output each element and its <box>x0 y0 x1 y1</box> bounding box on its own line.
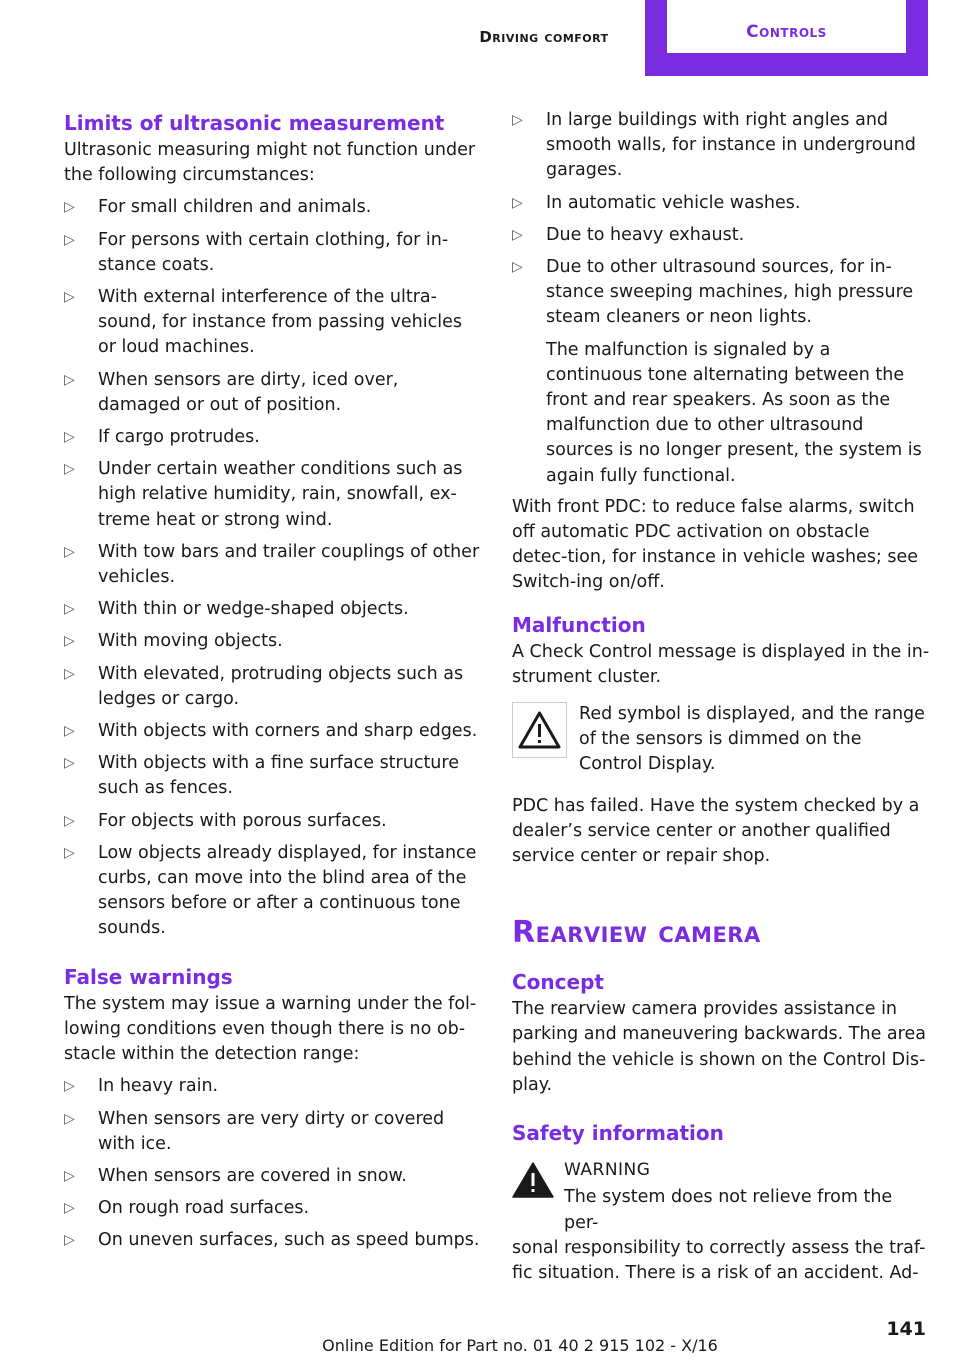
list-item: ▷ When sensors are very dirty or covered with ice. <box>64 1108 445 1154</box>
warning-text-rest: sonal responsibility to correctly assess the traf-fic situation. There is a risk of an accident. Ad- <box>512 1237 926 1283</box>
list-item: ▷ With elevated, protruding objects such as ledges or cargo. <box>64 663 464 709</box>
front-pdc-text: With front PDC: to reduce false alarms, switch off automatic PDC activation on obstacle detec-tion, for instance in vehicle washes; see Switch-ing on/off. <box>512 496 919 593</box>
triangle-right-icon: ▷ <box>64 461 75 478</box>
warning-block <box>512 1158 930 1286</box>
rearview-camera-heading: Rearview camera <box>512 915 761 951</box>
list-item: ▷ With tow bars and trailer couplings of other vehicles. <box>64 541 480 588</box>
list-item: ▷ With external interference of the ultra-sound, for instance from passing vehicles or loud machines. <box>64 287 462 358</box>
warning-text-first: The system does not relieve from the per- <box>564 1187 893 1233</box>
list-item: ▷ With objects with a fine surface structure such as fences. <box>64 753 459 799</box>
chapter-tab <box>645 0 928 76</box>
list-item: ▷ Due to heavy exhaust. <box>512 223 930 248</box>
left-column <box>64 108 482 1254</box>
concept-text: The rearview camera provides assistance in parking and maneuvering backwards. The area behind the vehicle is shown on the Control Dis-play. <box>512 999 926 1095</box>
list-item: ▷ For small children and animals. <box>64 195 482 220</box>
section-title: Driving comfort <box>479 28 609 46</box>
triangle-right-icon: ▷ <box>64 429 75 446</box>
triangle-right-icon: ▷ <box>64 1078 75 1095</box>
warning-label: WARNING <box>564 1160 651 1181</box>
triangle-right-icon: ▷ <box>64 665 75 682</box>
list-item: ▷ Low objects already displayed, for instance curbs, can move into the blind area of the sensors before or after a continuous tone sounds. <box>64 842 477 939</box>
triangle-right-icon: ▷ <box>64 812 75 829</box>
pdc-failed-text: PDC has failed. Have the system checked by a dealer’s service center or another qualified service center or repair shop. <box>512 795 920 867</box>
concept-heading: Concept <box>512 970 604 995</box>
false-warnings-intro: The system may issue a warning under the fol-lowing conditions even though there is no ob-stacle within the detection range: <box>64 993 477 1065</box>
malfunction-intro: A Check Control message is displayed in the in-strument cluster. <box>512 641 930 687</box>
warning-triangle-icon <box>512 702 567 758</box>
chapter-title: Controls <box>667 0 906 53</box>
symbol-note <box>512 702 930 778</box>
right-column <box>512 108 930 1286</box>
list-item: ▷ In heavy rain. <box>64 1074 482 1099</box>
list-item: ▷ On uneven surfaces, such as speed bumps. <box>64 1228 482 1253</box>
triangle-right-icon: ▷ <box>512 226 523 243</box>
page-number: 141 <box>886 1318 926 1340</box>
triangle-right-icon: ▷ <box>512 259 523 276</box>
list-item: ▷ With objects with corners and sharp edges. <box>64 719 482 744</box>
list-item: ▷ When sensors are dirty, iced over, damaged or out of position. <box>64 369 399 415</box>
triangle-right-icon: ▷ <box>64 1232 75 1249</box>
list-item: ▷ For objects with porous surfaces. <box>64 809 482 834</box>
malfunction-heading: Malfunction <box>512 612 646 637</box>
triangle-right-icon: ▷ <box>64 755 75 772</box>
triangle-right-icon: ▷ <box>64 289 75 306</box>
triangle-right-icon: ▷ <box>64 543 75 560</box>
list-item: ▷ Due to other ultrasound sources, for in-stance sweeping machines, high pressure steam cleaners or neon lights. The malfunction is signaled by a continuous tone alternating between the front and rear speakers. As soon as the malfunction due to other ultrasound sources is no longer present, the system is again fully functional. <box>512 255 930 489</box>
symbol-text: Red symbol is displayed, and the range of the sensors is dimmed on the Control Display. <box>579 704 925 775</box>
false-warnings-list <box>64 1074 482 1253</box>
list-item: ▷ In large buildings with right angles and smooth walls, for instance in underground garages. <box>512 110 916 181</box>
triangle-right-icon: ▷ <box>512 112 523 128</box>
list-item: ▷ For persons with certain clothing, for in-stance coats. <box>64 229 449 275</box>
list-item: ▷ If cargo protrudes. <box>64 425 482 450</box>
triangle-right-icon: ▷ <box>64 633 75 650</box>
list-item: ▷ When sensors are covered in snow. <box>64 1164 482 1189</box>
triangle-right-icon: ▷ <box>64 371 75 388</box>
triangle-right-icon: ▷ <box>64 601 75 618</box>
triangle-right-icon: ▷ <box>64 1200 75 1217</box>
list-item: ▷ With moving objects. <box>64 629 482 654</box>
list-item: ▷ In automatic vehicle washes. <box>512 191 930 216</box>
triangle-right-icon: ▷ <box>64 199 75 216</box>
limits-list <box>64 195 482 941</box>
safety-heading: Safety information <box>512 1121 724 1146</box>
false-warnings-heading: False warnings <box>64 964 233 989</box>
edition-note: Online Edition for Part no. 01 40 2 915 102 - X/16 <box>322 1336 718 1355</box>
triangle-right-icon: ▷ <box>64 1110 75 1127</box>
triangle-right-icon: ▷ <box>64 231 75 248</box>
list-item: ▷ With thin or wedge-shaped objects. <box>64 597 482 622</box>
malfunction-note: The malfunction is signaled by a continuous tone alternating between the front and rear speakers. As soon as the malfunction due to other ultrasound sources is no longer present, the system is again fully functional. <box>546 339 922 486</box>
triangle-right-icon: ▷ <box>64 723 75 740</box>
list-item: ▷ On rough road surfaces. <box>64 1196 482 1221</box>
triangle-right-icon: ▷ <box>512 194 523 211</box>
list-item: ▷ Under certain weather conditions such as high relative humidity, rain, snowfall, ex-treme heat or strong wind. <box>64 459 463 530</box>
page-header <box>0 0 960 78</box>
conditions-list-continued <box>512 108 930 489</box>
limits-heading: Limits of ultrasonic measurement <box>64 111 445 135</box>
limits-intro: Ultrasonic measuring might not function under the following circumstances: <box>64 140 476 186</box>
triangle-right-icon: ▷ <box>64 844 75 861</box>
triangle-right-icon: ▷ <box>64 1167 75 1184</box>
warning-triangle-icon <box>512 1162 554 1198</box>
